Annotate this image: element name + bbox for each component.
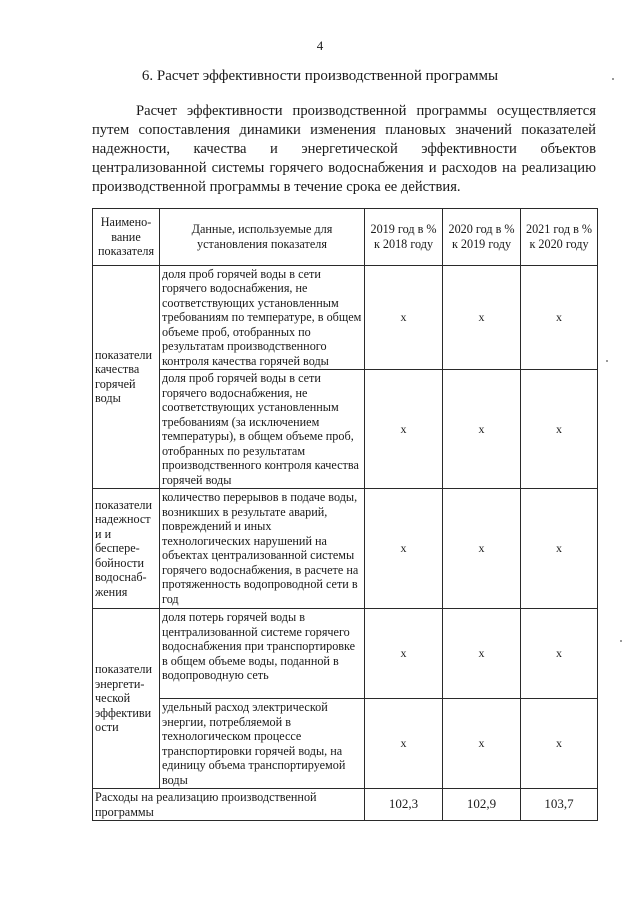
group-reliability: показатели надежност и и беспере-бойности водоснаб-жения xyxy=(93,489,160,609)
row-data-text: удельный расход электрической энергии, потребляемой в технологическом процессе транспортировки горячей воды, на единицу объема транспортируемой воды xyxy=(160,699,365,789)
table-row xyxy=(93,699,598,789)
cell-2021: x xyxy=(521,609,598,699)
cell-2019: x xyxy=(365,609,443,699)
row-data-text: доля проб горячей воды в сети горячего водоснабжения, не соответствующих установленным требованиям по температуре, в общем объеме проб, отобранных по результатам производственного контроля качества горячей воды xyxy=(160,265,365,370)
footer-2020: 102,9 xyxy=(443,789,521,821)
cell-2021: x xyxy=(521,489,598,609)
row-data-text: количество перерывов в подаче воды, возникших в результате аварий, повреждений и иных технологических нарушений на объектах централизованной системы горячего водоснабжения, в расчете на протяженность водопроводной сети в год xyxy=(160,489,365,609)
header-2020: 2020 год в % к 2019 году xyxy=(443,209,521,266)
scan-speck xyxy=(606,360,608,362)
efficiency-table xyxy=(92,208,597,821)
cell-2021: x xyxy=(521,265,598,370)
cell-2020: x xyxy=(443,265,521,370)
table-row xyxy=(93,609,598,699)
table-row xyxy=(93,265,598,370)
header-data-used: Данные, используемые для установления показателя xyxy=(160,209,365,266)
header-2021: 2021 год в % к 2020 году xyxy=(521,209,598,266)
table-footer-row xyxy=(93,789,598,821)
row-data-text: доля потерь горячей воды в централизованной системе горячего водоснабжения при транспортировке в общем объеме воды, поданной в водопроводную сеть xyxy=(160,609,365,699)
cell-2021: x xyxy=(521,370,598,489)
footer-label: Расходы на реализацию производственной программы xyxy=(93,789,365,821)
cell-2021: x xyxy=(521,699,598,789)
group-quality: показатели качества горячей воды xyxy=(93,265,160,489)
footer-2019: 102,3 xyxy=(365,789,443,821)
cell-2020: x xyxy=(443,699,521,789)
cell-2019: x xyxy=(365,370,443,489)
cell-2019: x xyxy=(365,699,443,789)
cell-2020: x xyxy=(443,609,521,699)
efficiency-table-grid xyxy=(92,208,598,821)
intro-paragraph xyxy=(92,102,596,197)
intro-paragraph-text: Расчет эффективности производственной программы осуществляется путем сопоставления динамики изменения плановых значений показателей надежности, качества и энергетической эффективности объектов централизованной системы горячего водоснабжения и расходов на реализацию производственной программы в течение срока ее действия. xyxy=(92,103,596,195)
cell-2020: x xyxy=(443,489,521,609)
scan-speck xyxy=(620,640,622,642)
header-indicator-name: Наимено-вание показателя xyxy=(93,209,160,266)
cell-2020: x xyxy=(443,370,521,489)
cell-2019: x xyxy=(365,265,443,370)
section-title: 6. Расчет эффективности производственной программы xyxy=(141,68,499,84)
group-energy: показатели энергети-ческой эффективи ости xyxy=(93,609,160,789)
row-data-text: доля проб горячей воды в сети горячего водоснабжения, не соответствующих установленным требованиям (за исключением температуры), в общем объеме проб, отобранных по результатам производственного контроля качества горячей воды xyxy=(160,370,365,489)
scan-speck xyxy=(612,78,614,80)
table-header-row xyxy=(93,209,598,266)
table-row xyxy=(93,370,598,489)
cell-2019: x xyxy=(365,489,443,609)
page-number: 4 xyxy=(316,38,324,53)
table-row xyxy=(93,489,598,609)
footer-2021: 103,7 xyxy=(521,789,598,821)
header-2019: 2019 год в % к 2018 году xyxy=(365,209,443,266)
